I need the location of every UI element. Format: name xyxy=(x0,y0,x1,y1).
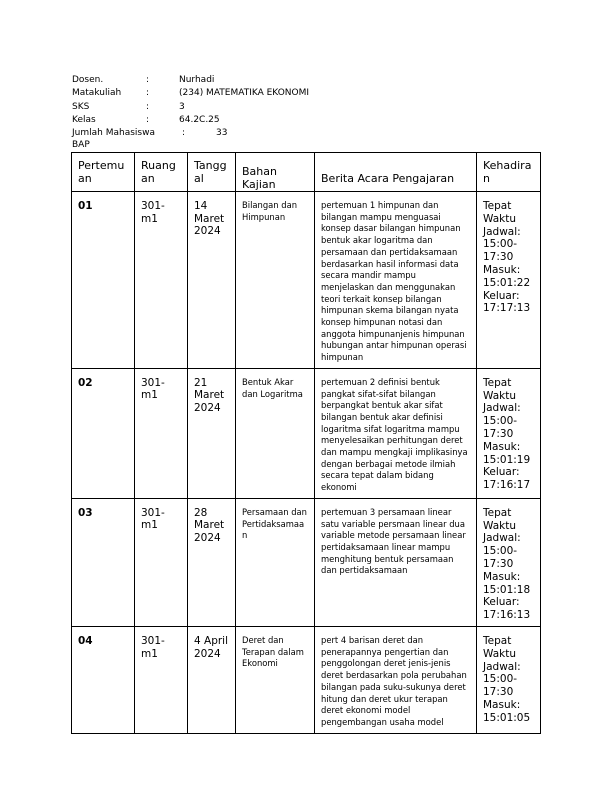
bahan-cell: Bilangan dan Himpunan xyxy=(236,192,315,369)
bap-title: BAP xyxy=(72,140,90,150)
jumlah-value: 33 xyxy=(216,128,228,139)
header-tanggal: Tanggal xyxy=(188,153,236,192)
colon: : xyxy=(182,128,186,139)
table-header-row xyxy=(72,153,541,192)
colon: : xyxy=(146,114,150,125)
header-bahan-kajian: Bahan Kajian xyxy=(236,153,315,192)
colon: : xyxy=(146,101,150,112)
berita-cell: pertemuan 3 persamaan linear satu variable persmaan linear dua variable metode persamaan linear pertidaksamaan linear mampu menghitung bentuk persamaan dan pertidaksamaan xyxy=(315,498,477,626)
matakuliah-label: Matakuliah xyxy=(72,88,122,99)
matakuliah-value: (234) MATEMATIKA EKONOMI xyxy=(179,88,310,99)
pertemuan-cell: 01 xyxy=(72,192,135,369)
header-berita-acara: Berita Acara Pengajaran xyxy=(315,153,477,192)
table-row xyxy=(72,627,541,734)
dosen-label: Dosen. xyxy=(72,75,104,85)
header-pertemuan: Pertemuan xyxy=(72,153,135,192)
sks-value: 3 xyxy=(179,101,185,112)
table-row xyxy=(72,368,541,498)
table-row xyxy=(72,192,541,369)
bahan-cell: Persamaan dan Pertidaksamaan xyxy=(236,498,315,626)
bahan-cell: Deret dan Terapan dalam Ekonomi xyxy=(236,627,315,734)
ruangan-cell: 301-m1 xyxy=(135,627,188,734)
table-row xyxy=(72,498,541,626)
kehadiran-cell: Tepat Waktu Jadwal: 15:00-17:30 Masuk: 15:01:05 xyxy=(477,627,541,734)
pertemuan-cell: 04 xyxy=(72,627,135,734)
pertemuan-cell: 03 xyxy=(72,498,135,626)
header-kehadiran: Kehadiran xyxy=(477,153,541,192)
kehadiran-cell: Tepat Waktu Jadwal: 15:00-17:30 Masuk: 15:01:18 Keluar: 17:16:13 xyxy=(477,498,541,626)
tanggal-cell: 21 Maret 2024 xyxy=(188,368,236,498)
colon: : xyxy=(146,88,150,99)
ruangan-cell: 301-m1 xyxy=(135,498,188,626)
tanggal-cell: 4 April 2024 xyxy=(188,627,236,734)
kehadiran-cell: Tepat Waktu Jadwal: 15:00-17:30 Masuk: 15:01:19 Keluar: 17:16:17 xyxy=(477,368,541,498)
kelas-value: 64.2C.25 xyxy=(179,114,220,125)
ruangan-cell: 301-m1 xyxy=(135,368,188,498)
tanggal-cell: 28 Maret 2024 xyxy=(188,498,236,626)
kelas-label: Kelas xyxy=(72,114,96,125)
header-ruangan: Ruangan xyxy=(135,153,188,192)
bap-table xyxy=(71,152,541,734)
ruangan-cell: 301-m1 xyxy=(135,192,188,369)
tanggal-cell: 14 Maret 2024 xyxy=(188,192,236,369)
jumlah-label: Jumlah Mahasiswa xyxy=(72,128,155,139)
dosen-value: Nurhadi xyxy=(179,75,215,85)
bahan-cell: Bentuk Akar dan Logaritma xyxy=(236,368,315,498)
pertemuan-cell: 02 xyxy=(72,368,135,498)
berita-cell: pertemuan 1 himpunan dan bilangan mampu menguasai konsep dasar bilangan himpunan bentuk akar logaritma dan persamaan dan pertidaksamaan berdasarkan hasil informasi data secara mandir mampu menjelaskan dan menggunakan teori terkait konsep bilangan himpunan skema bilangan nyata konsep himpunan notasi dan anggota himpunanjenis himpunan hubungan antar himpunan operasi himpunan xyxy=(315,192,477,369)
kehadiran-cell: Tepat Waktu Jadwal: 15:00-17:30 Masuk: 15:01:22 Keluar: 17:17:13 xyxy=(477,192,541,369)
colon: : xyxy=(146,75,150,85)
sks-label: SKS xyxy=(72,101,90,112)
berita-cell: pertemuan 2 definisi bentuk pangkat sifat-sifat bilangan berpangkat bentuk akar sifat bilangan bentuk akar definisi logaritma sifat logaritma mampu menyelesaikan perhitungan deret dan mampu mengkaji implikasinya dengan berbagai metode ilmiah secara tepat dalam bidang ekonomi xyxy=(315,368,477,498)
berita-cell: pert 4 barisan deret dan penerapannya pengertian dan penggolongan deret jenis-jenis deret berdasarkan pola perubahan bilangan pada suku-sukunya deret hitung dan deret ukur terapan deret ekonomi model pengembangan usaha model xyxy=(315,627,477,734)
